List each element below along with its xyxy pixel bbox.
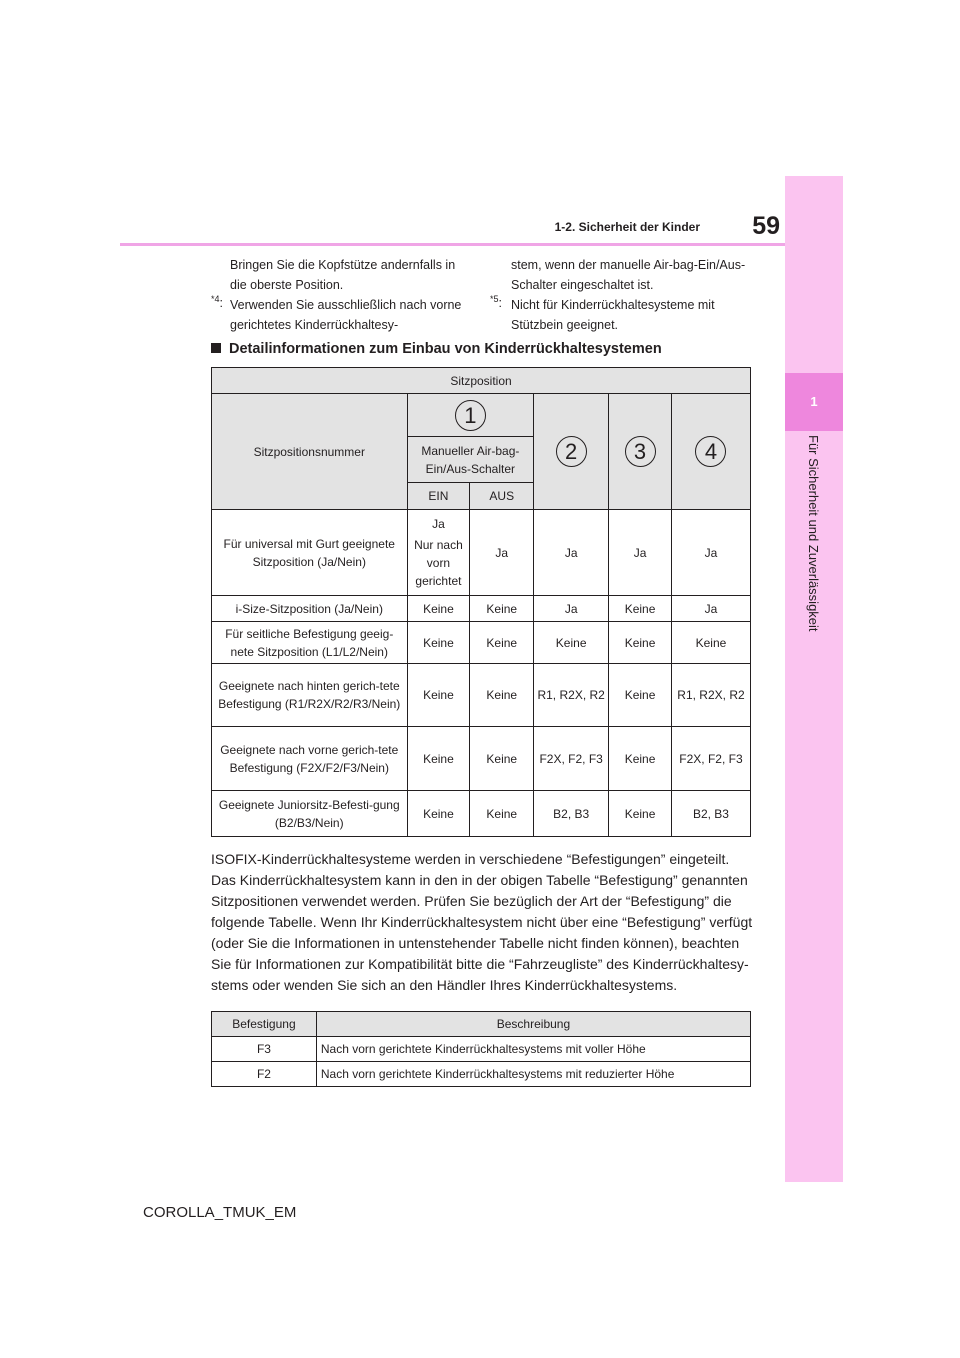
position-3-header [609,394,672,510]
chapter-side-strip [785,176,843,1182]
subheading-text: Detailinformationen zum Einbau von Kinderrückhaltesystemen [229,341,662,357]
chapter-number: 1 [810,394,818,409]
footnote-left-1: Bringen Sie die Kopfstütze andernfalls in die oberste Position. [230,258,456,292]
footer-document-code: COROLLA_TMUK_EM [143,1204,297,1221]
table-cell: B2, B3 [671,791,750,837]
fix-col-header-2: Beschreibung [316,1012,750,1037]
table-cell: Ja [534,596,609,622]
row-label: Geeignete nach hinten gerich-tete Befestigung (R1/R2X/R2/R3/Nein) [212,664,408,727]
table-cell: Keine [671,622,750,664]
table-row [212,791,751,837]
seat-3-icon: 3 [625,436,656,467]
position-2-header [534,394,609,510]
airbag-switch-label: Manueller Air-bag-Ein/Aus-Schalter [407,437,534,483]
fix-col-header-1: Befestigung [212,1012,317,1037]
table-cell [407,510,470,596]
table-cell: F2X, F2, F3 [534,727,609,791]
table-cell: Keine [470,622,534,664]
chapter-title-wrap [785,435,843,655]
fix-description: Nach vorn gerichtete Kinderrückhaltesystems mit reduzierter Höhe [316,1062,750,1087]
table-cell: Keine [470,727,534,791]
table-cell: Keine [609,664,672,727]
table-cell: Keine [609,791,672,837]
table-cell: Keine [407,727,470,791]
table-row [212,664,751,727]
cell-note: Nur nach vorn gerichtet [414,538,463,588]
cell-value: Ja [432,517,445,531]
table-cell: Keine [470,664,534,727]
table-row [212,596,751,622]
fix-description: Nach vorn gerichtete Kinderrückhaltesystems mit voller Höhe [316,1037,750,1062]
footnote-mark-5: $^{*5}$: [490,294,502,311]
seat-2-icon: 2 [556,436,587,467]
body-paragraph: ISOFIX-Kinderrückhaltesysteme werden in verschiedene “Befestigungen” eingeteilt. Das Kinderrückhaltesystem kann in den in der obigen Tabelle “Befestigung” genannten Sitzpositionen verwendet werden. Prüfen Sie bezüglich der Art der “Befestigung” die folgende Tabelle. Wenn Ihr Kinderrückhaltesystem nicht über eine “Befestigung” verfügt (oder Sie die Informationen in untenstehender Tabelle nicht finden können), beachten Sie für Informationen zur Kompatibilität bitte die “Fahrzeugliste” des Kinderrückhaltesy-stems oder wenden Sie sich an den Händler Ihres Kinderrückhaltesystems. [211,851,753,993]
footnote-left-2: Verwenden Sie ausschließlich nach vorne gerichtetes Kinderrückhaltesy- [230,298,462,332]
position-number-label: Sitzpositionsnummer [212,394,408,510]
position-4-header [671,394,750,510]
table-cell: Ja [671,510,750,596]
chapter-title: Für Sicherheit und Zuverlässigkeit [806,435,821,632]
table-cell: Keine [407,596,470,622]
footnote-right-2: Nicht für Kinderrückhaltesysteme mit Stützbein geeignet. [511,298,715,332]
table-cell: Keine [470,791,534,837]
section-title: 1-2. Sicherheit der Kinder [554,220,700,234]
table-cell: Ja [671,596,750,622]
seat-position-table [211,367,751,837]
row-label: i-Size-Sitzposition (Ja/Nein) [212,596,408,622]
page-number: 59 [752,212,780,240]
table-cell: R1, R2X, R2 [671,664,750,727]
table-row [212,510,751,596]
table-row [212,1037,751,1062]
seat-1-icon: 1 [455,400,486,431]
table-cell: F2X, F2, F3 [671,727,750,791]
row-label: Geeignete nach vorne gerich-tete Befestigung (F2X/F2/F3/Nein) [212,727,408,791]
table-row [212,727,751,791]
header-rule [120,243,785,246]
table-cell: Keine [407,791,470,837]
position-1-header [407,394,534,437]
table-cell: Keine [534,622,609,664]
fixation-table [211,1011,751,1087]
table-cell: Keine [609,622,672,664]
table-cell: Ja [609,510,672,596]
table-cell: Keine [407,664,470,727]
table-title: Sitzposition [212,368,751,394]
row-label: Für seitliche Befestigung geeig-nete Sitzposition (L1/L2/Nein) [212,622,408,664]
square-bullet-icon [211,343,221,353]
table-cell: Keine [470,596,534,622]
footnote-right-1: stem, wenn der manuelle Air-bag-Ein/Aus-Schalter eingeschaltet ist. [511,258,746,292]
table-cell: B2, B3 [534,791,609,837]
table-cell: Ja [470,510,534,596]
table-cell: Keine [609,596,672,622]
section-subheading [211,341,662,357]
switch-on-label: EIN [407,483,470,510]
table-cell: Keine [609,727,672,791]
table-cell: Ja [534,510,609,596]
table-row [212,622,751,664]
table-row [212,1062,751,1087]
table-cell: R1, R2X, R2 [534,664,609,727]
fix-code: F3 [212,1037,317,1062]
row-label: Geeignete Juniorsitz-Befesti-gung (B2/B3/Nein) [212,791,408,837]
seat-4-icon: 4 [695,436,726,467]
table-cell: Keine [407,622,470,664]
row-label: Für universal mit Gurt geeignete Sitzposition (Ja/Nein) [212,510,408,596]
fix-code: F2 [212,1062,317,1087]
switch-off-label: AUS [470,483,534,510]
footnote-mark-4: $^{*4}$: [211,294,223,311]
